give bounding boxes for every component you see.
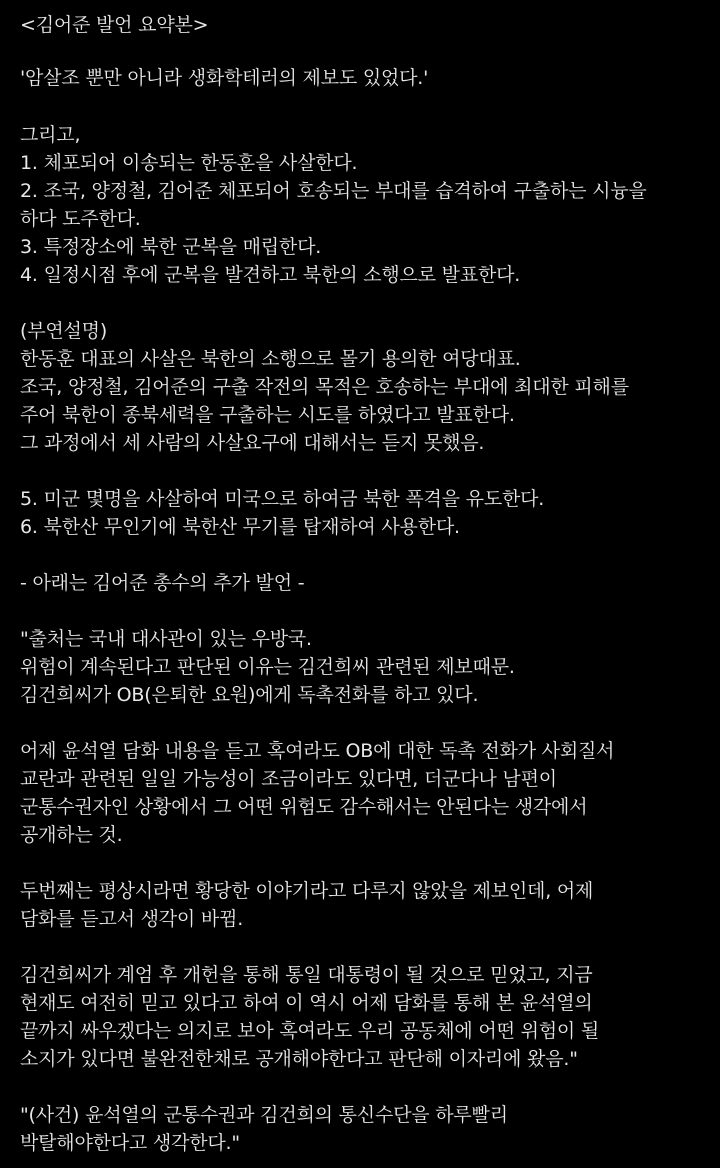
quote-line: 김건희씨가 OB(은퇴한 요원)에게 독촉전화를 하고 있다.: [20, 684, 479, 706]
text-line: 주어 북한이 종북세력을 구출하는 시도를 하였다고 발표한다.: [20, 404, 515, 426]
section-heading: - 아래는 김어준 총수의 추가 발언 -: [20, 572, 305, 594]
quote-line: 교란과 관련된 일일 가능성이 조금이라도 있다면, 더군다나 남편이: [20, 768, 557, 790]
section-heading: (부연설명): [20, 320, 108, 342]
text-line: 조국, 양정철, 김어준의 구출 작전의 목적은 호송하는 부대에 최대한 피해를: [20, 376, 629, 398]
quote-line: 끝까지 싸우겠다는 의지로 보아 혹여라도 우리 공동체에 어떤 위험이 될: [20, 1020, 600, 1042]
list-item: 1. 체포되어 이송되는 한동훈을 사살한다.: [20, 152, 358, 174]
quote-line: 어제 윤석열 담화 내용을 듣고 혹여라도 OB에 대한 독촉 전화가 사회질서: [20, 740, 615, 762]
quote-line: 위험이 계속된다고 판단된 이유는 김건희씨 관련된 제보때문.: [20, 656, 515, 678]
document-title: <김어준 발언 요약본>: [20, 14, 209, 36]
quote-line: '암살조 뿐만 아니라 생화학테러의 제보도 있었다.': [20, 67, 429, 89]
quote-line: 군통수권자인 상황에서 그 어떤 위험도 감수해서는 안된다는 생각에서: [20, 796, 588, 818]
text-line: 그 과정에서 세 사람의 사살요구에 대해서는 듣지 못했음.: [20, 432, 485, 454]
list-item: 6. 북한산 무인기에 북한산 무기를 탑재하여 사용한다.: [20, 516, 460, 538]
quote-line: "(사건) 윤석열의 군통수권과 김건희의 통신수단을 하루빨리: [20, 1104, 508, 1126]
text-line: 한동훈 대표의 사살은 북한의 소행으로 몰기 용의한 여당대표.: [20, 348, 521, 370]
quote-line: 공개하는 것.: [20, 824, 123, 846]
quote-line: 두번째는 평상시라면 황당한 이야기라고 다루지 않았을 제보인데, 어제: [20, 880, 594, 902]
quote-line: 박탈해야한다고 생각한다.": [20, 1132, 240, 1154]
quote-line: 김건희씨가 계엄 후 개헌을 통해 통일 대통령이 될 것으로 믿었고, 지금: [20, 964, 593, 986]
list-item-cont: 하다 도주한다.: [20, 208, 141, 230]
list-item: 3. 특정장소에 북한 군복을 매립한다.: [20, 236, 322, 258]
quote-line: 소지가 있다면 불완전한채로 공개해야한다고 판단해 이자리에 왔음.": [20, 1048, 578, 1070]
quote-line: 담화를 듣고서 생각이 바뀜.: [20, 908, 244, 930]
list-item: 5. 미군 몇명을 사살하여 미국으로 하여금 북한 폭격을 유도한다.: [20, 488, 545, 510]
list-item: 4. 일정시점 후에 군복을 발견하고 북한의 소행으로 발표한다.: [20, 264, 521, 286]
text-line: 그리고,: [20, 124, 81, 146]
quote-line: "출처는 국내 대사관이 있는 우방국.: [20, 628, 312, 650]
quote-line: 현재도 여전히 믿고 있다고 하여 이 역시 어제 담화를 통해 본 윤석열의: [20, 992, 593, 1014]
list-item: 2. 조국, 양정철, 김어준 체포되어 호송되는 부대를 습격하여 구출하는 시늉을: [20, 180, 647, 202]
